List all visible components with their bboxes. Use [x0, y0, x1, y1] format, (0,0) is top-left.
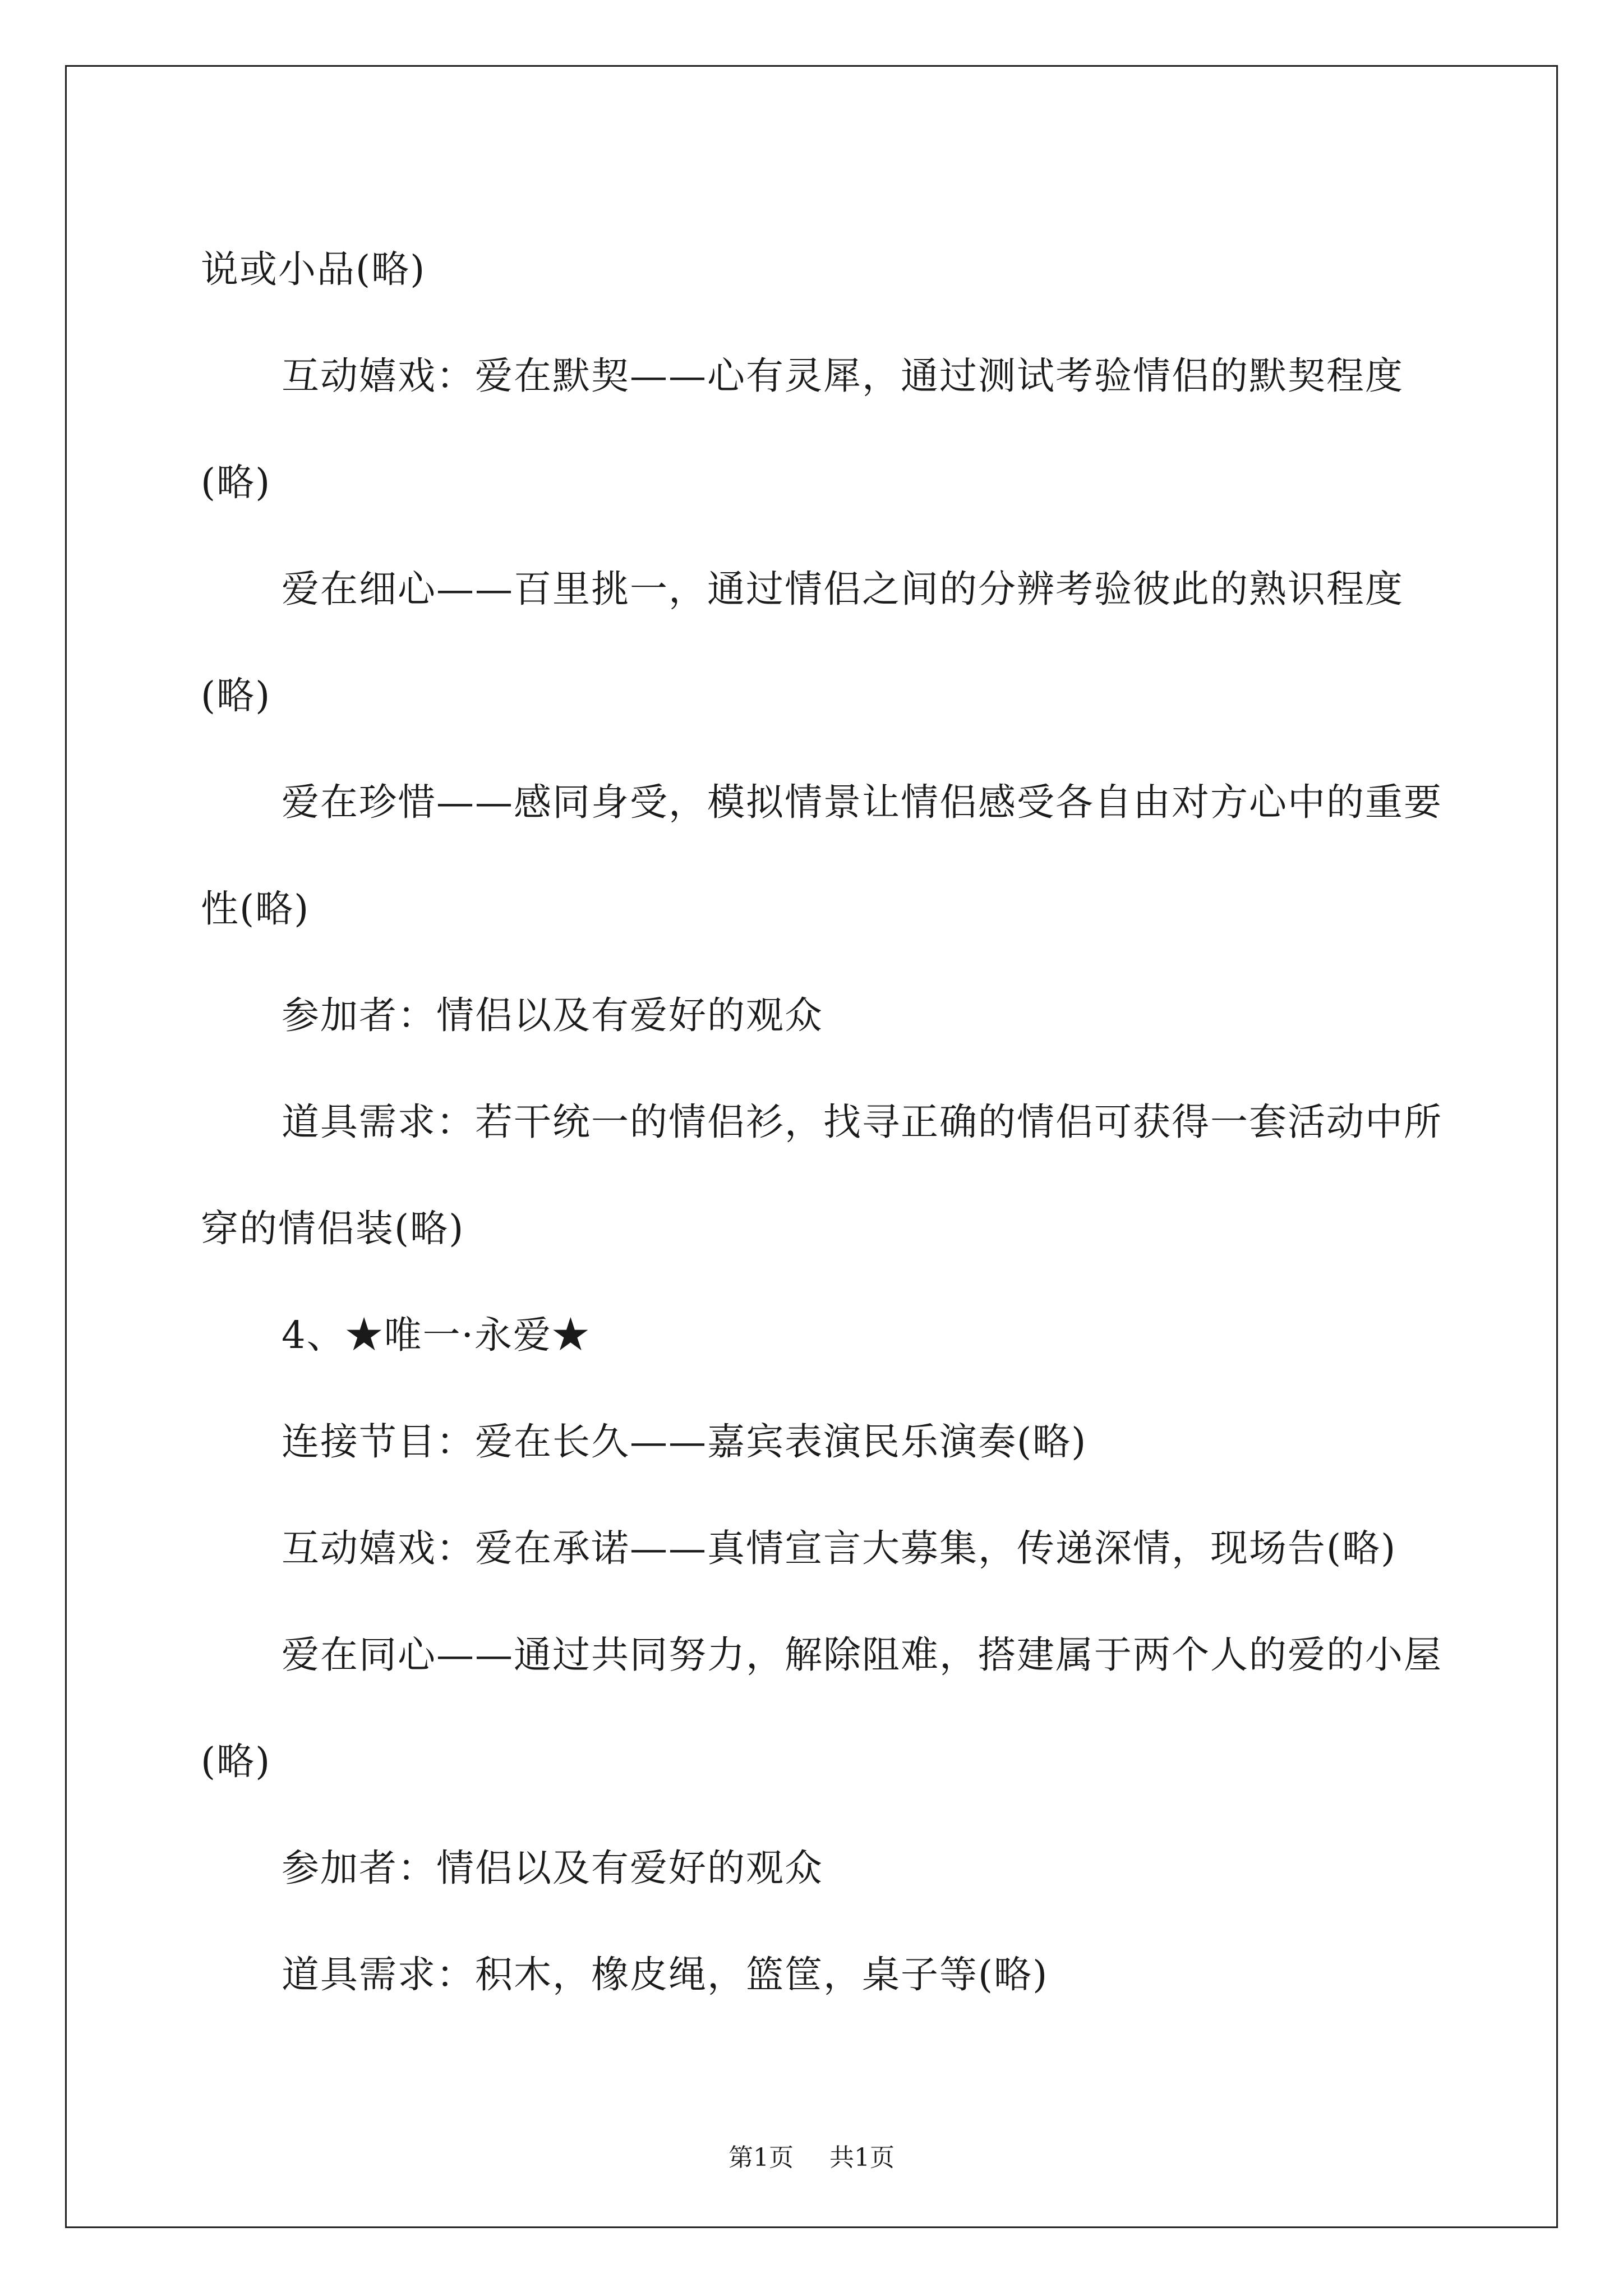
paragraph-2: 互动嬉戏：爱在默契——心有灵犀，通过测试考验情侣的默契程度(略)	[201, 354, 1404, 504]
paragraph-6: 道具需求：若干统一的情侣衫，找寻正确的情侣可获得一套活动中所穿的情侣装(略)	[201, 1100, 1442, 1250]
page-footer	[0, 2137, 1623, 2173]
page-number-total: 共1页	[829, 2143, 895, 2172]
paragraph-8: 连接节目：爱在长久——嘉宾表演民乐演奏(略)	[282, 1420, 1087, 1464]
paragraph-11: 参加者：情侣以及有爱好的观众	[282, 1846, 823, 1890]
page-number-current: 第1页	[728, 2143, 794, 2172]
section-heading: 4、★唯一·永爱★	[282, 1313, 591, 1357]
paragraph-9: 互动嬉戏：爱在承诺——真情宣言大募集，传递深情，现场告(略)	[282, 1526, 1397, 1570]
paragraph-1: 说或小品(略)	[201, 247, 426, 291]
paragraph-12: 道具需求：积木，橡皮绳，篮筐，桌子等(略)	[282, 1953, 1049, 1996]
paragraph-4: 爱在珍惜——感同身受，模拟情景让情侣感受各自由对方心中的重要性(略)	[201, 780, 1442, 931]
document-body	[201, 216, 1457, 2028]
paragraph-5: 参加者：情侣以及有爱好的观众	[282, 993, 823, 1037]
paragraph-10: 爱在同心——通过共同努力，解除阻难，搭建属于两个人的爱的小屋(略)	[201, 1633, 1442, 1783]
paragraph-3: 爱在细心——百里挑一，通过情侣之间的分辨考验彼此的熟识程度(略)	[201, 567, 1404, 717]
